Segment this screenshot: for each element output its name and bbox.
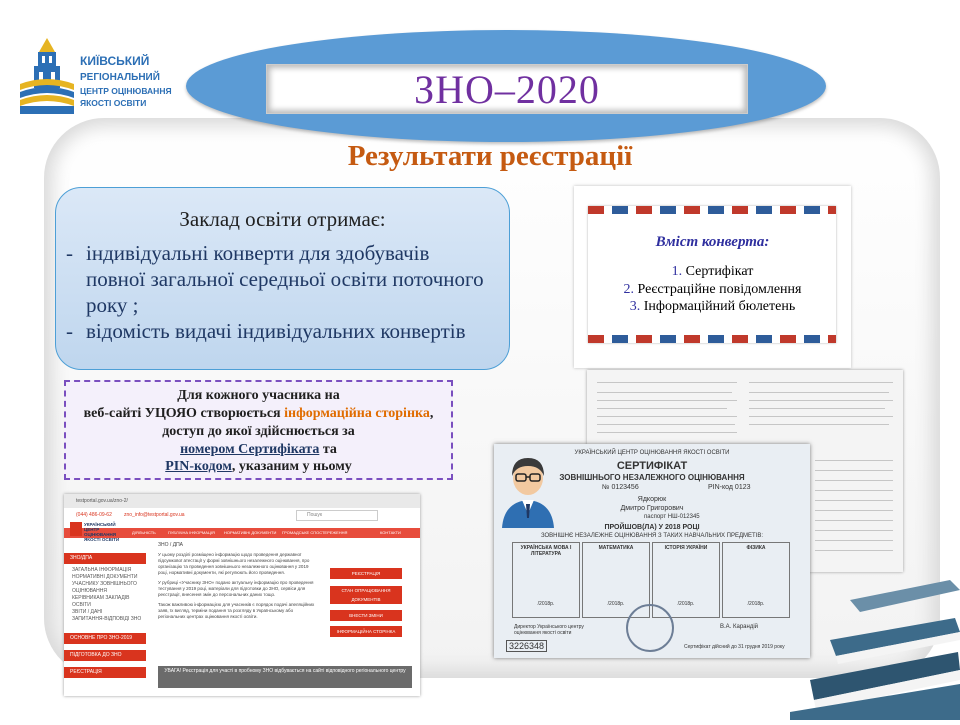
envelope-image: [574, 186, 851, 368]
site-logo-icon: [70, 522, 82, 536]
menu-item: ГРОМАДСЬКЕ СПОСТЕРЕЖЕННЯ: [282, 530, 348, 535]
info-page-box: [64, 380, 453, 480]
sidebar-red-item: РЕЄСТРАЦІЯ: [64, 667, 146, 678]
site-footer-notice: УВАГА! Реєстрація для участі в пробному ЗНО відбувається на сайті відповідного регіонального центру: [158, 666, 412, 688]
sidebar-red-item: ПІДГОТОВКА ДО ЗНО: [64, 650, 146, 661]
site-button-status: СТАН ОПРАЦЮВАННЯ ДОКУМЕНТІВ: [330, 586, 402, 604]
site-sidebar: [64, 550, 146, 681]
cert-passport: паспорт НШ-012345: [644, 514, 700, 520]
cert-subject-col: ФІЗИКА /2018р.: [722, 542, 790, 618]
envelope-item-2: 2. Реєстраційне повідомлення: [623, 282, 802, 297]
envelope-stripe-top: [588, 206, 836, 214]
books-icon: [790, 540, 960, 720]
institution-item-2: [66, 318, 466, 344]
menu-item: КОНТАКТИ: [380, 530, 401, 535]
info-line-3: доступ до якої здійснюється за: [162, 424, 355, 439]
cert-number: № 0123456: [602, 484, 639, 491]
envelope-item-1: 1. Сертифікат: [671, 264, 754, 279]
sidebar-item: КЕРІВНИКАМ ЗАКЛАДІВ ОСВІТИ: [72, 595, 130, 608]
website-screenshot: [64, 494, 420, 696]
body-paragraph: Також важливою інформацією для учасників є порядок подачі апеляційних заяв, їх вигляд, терміни подання та розгляду в Українському або регіональних центрах оцінювання якості освіти.: [158, 602, 315, 619]
site-logo: [70, 516, 124, 548]
cert-name: Дмитро Григорович: [620, 505, 684, 512]
info-line-4: номером Сертифіката та: [180, 442, 337, 457]
bullet-dash: -: [66, 319, 73, 343]
cert-subject-col: УКРАЇНСЬКА МОВА І ЛІТЕРАТУРА /2018р.: [512, 542, 580, 618]
title-box: [266, 64, 748, 114]
site-email: zno_info@testportal.gov.ua: [124, 512, 185, 518]
cert-subject-col: МАТЕМАТИКА /2018р.: [582, 542, 650, 618]
site-logo-text: УКРАЇНСЬКИЙ ЦЕНТР ОЦІНЮВАННЯ ЯКОСТІ ОСВІТИ: [84, 522, 120, 542]
certificate-number-link: номером Сертифіката: [180, 442, 320, 457]
site-search: Пошук: [296, 510, 378, 521]
info-page-highlight: інформаційна сторінка: [284, 406, 430, 421]
site-phone: (044) 486-09-62: [76, 512, 112, 518]
cert-passed-2: ЗОВНІШНЄ НЕЗАЛЕЖНЕ ОЦІНЮВАННЯ З ТАКИХ НАВЧАЛЬНИХ ПРЕДМЕТІВ:: [540, 533, 764, 539]
body-paragraph: У цьому розділі розміщено інформацію щодо проведення державної підсумкової атестації у формі зовнішнього незалежного оцінювання, про організацію та проведення зовнішнього незалежного оцінювання у 2019 році, нормативні документи, які регулюють його проведення.: [158, 552, 310, 575]
cert-code: 3226348: [506, 640, 547, 652]
cert-director: Директор Українського центру оцінювання якості освіти: [514, 624, 584, 636]
person-icon: [498, 448, 558, 528]
cert-org: УКРАЇНСЬКИЙ ЦЕНТР ОЦІНЮВАННЯ ЯКОСТІ ОСВІТИ: [574, 450, 730, 456]
page-subtitle: Результати реєстрації: [347, 140, 633, 172]
cert-passed: ПРОЙШОВ(ЛА) У 2018 РОЦІ: [604, 524, 700, 531]
sidebar-active: ЗНО/ДПА: [64, 553, 146, 564]
sidebar-item: ЗАПИТАННЯ-ВІДПОВІДІ ЗНО: [72, 616, 142, 622]
envelope-item-3: 3. Інформаційний бюлетень: [629, 299, 796, 314]
cert-signer: В.А. Карандій: [720, 624, 759, 630]
institution-box: [55, 187, 510, 370]
logo-tower-icon: [18, 34, 76, 116]
item-1-line-1: індивідуальні конверти для здобувачів: [86, 241, 430, 265]
info-line-5: PIN-кодом, указаним у ньому: [165, 459, 352, 474]
pin-code-link: PIN-кодом: [165, 459, 232, 474]
site-breadcrumb: ЗНО / ДПА: [158, 542, 184, 548]
cert-seal-icon: [626, 604, 674, 652]
site-body: [158, 552, 318, 620]
browser-address-bar: [64, 494, 420, 508]
institution-heading: Заклад освіти отримає:: [179, 207, 386, 231]
cert-surname: Ядкорюк: [637, 496, 667, 503]
page-title: ЗНО–2020: [414, 66, 600, 112]
item-1-line-3: року ;: [86, 293, 139, 317]
sidebar-item: НОРМАТИВНІ ДОКУМЕНТИ: [72, 574, 138, 580]
bullet-dash: -: [66, 241, 73, 265]
logo-line-1: КИЇВСЬКИЙ: [80, 54, 150, 68]
logo-line-2: РЕГІОНАЛЬНИЙ: [80, 72, 160, 83]
body-paragraph: У рубриці «Учаснику ЗНО» подано актуальну інформацію про проведення тестування у 2019 році, матеріали для підготовки до ЗНО, сервіси для реєстрації, внесення змін до персональних даних тощо.: [158, 580, 314, 597]
logo-line-4: ЯКОСТІ ОСВІТИ: [80, 98, 147, 108]
menu-item: НОРМАТИВНІ ДОКУМЕНТИ: [224, 530, 277, 535]
logo-line-3: ЦЕНТР ОЦІНЮВАННЯ: [80, 86, 172, 96]
site-button-registration: РЕЄСТРАЦІЯ: [330, 568, 402, 579]
sidebar-item: ЗАГАЛЬНА ІНФОРМАЦІЯ: [72, 567, 132, 573]
sidebar-item: ЗВІТИ / ДАНІ: [72, 609, 103, 615]
envelope-heading: Вміст конверта:: [655, 234, 770, 250]
sidebar-red-item: ОСНОВНЕ ПРО ЗНО-2019: [64, 633, 146, 644]
item-2-text: відомість видачі індивідуальних конвертів: [86, 319, 466, 343]
menu-item: ДІЯЛЬНІСТЬ: [132, 530, 156, 535]
item-1-line-2: повної загальної середньої освіти поточного: [86, 267, 484, 291]
menu-item: ПУБЛІЧНА ІНФОРМАЦІЯ: [168, 530, 215, 535]
kyiv-rcoyo-logo: [18, 34, 183, 116]
site-button-info-page: ІНФОРМАЦІЙНА СТОРІНКА: [330, 626, 402, 637]
info-line-2: веб-сайті УЦОЯО створюється інформаційна сторінка,: [83, 406, 434, 421]
address-url: testportal.gov.ua/zno-2/: [76, 498, 128, 504]
cert-title-2: ЗОВНІШНЬОГО НЕЗАЛЕЖНОГО ОЦІНЮВАННЯ: [559, 473, 745, 482]
envelope-stripe-bottom: [588, 335, 836, 343]
institution-item-1: [66, 240, 429, 266]
cert-title: СЕРТИФІКАТ: [616, 460, 688, 472]
site-button-changes: ВНЕСТИ ЗМІНИ: [330, 610, 402, 621]
sidebar-item: УЧАСНИКУ ЗОВНІШНЬОГО ОЦІНЮВАННЯ: [72, 581, 137, 594]
info-line-1: Для кожного учасника на: [177, 388, 340, 403]
cert-pin: PIN-код 0123: [708, 484, 751, 491]
cert-valid: Сертифікат дійсний до 31 грудня 2019 року: [684, 644, 785, 650]
cert-subject-col: ІСТОРІЯ УКРАЇНИ /2018р.: [652, 542, 720, 618]
